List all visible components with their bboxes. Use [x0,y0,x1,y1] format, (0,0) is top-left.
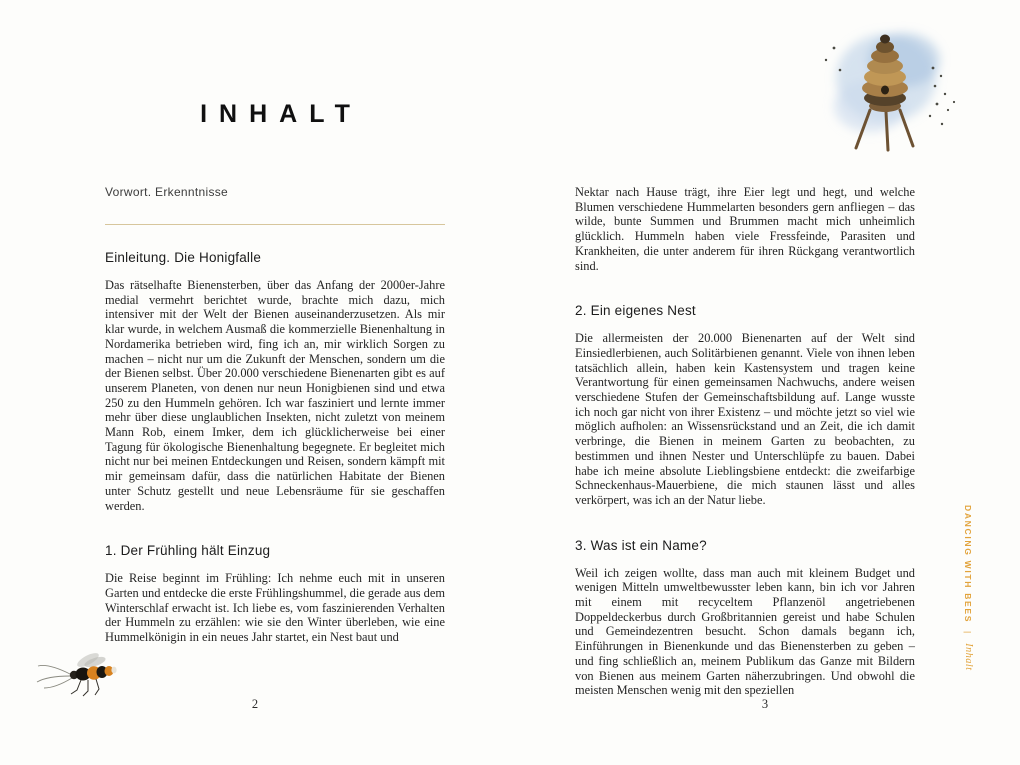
divider-rule [105,224,445,225]
section-heading-einleitung: Einleitung. Die Honigfalle [105,250,262,265]
bee-illustration [36,644,154,706]
section-body-fruehling: Die Reise beginnt im Frühling: Ich nehme euch mit in unseren Garten und entdecke die erste Frühlingshummel, die gerade aus dem Winterschlaf erwacht ist. Ich liebe es, vom faszinierenden Verhalten der Hummeln zu erzählen: wie sie den Winter überleben, wie eine Hummelkönigin in ein neues Jahr startet, ein Nest baut und [105,571,445,645]
section-heading-fruehling: 1. Der Frühling hält Einzug [105,543,271,559]
running-header-vertical [963,505,974,671]
bee-icon [36,644,151,704]
page-number-right: 3 [761,697,769,711]
beehive-skep-illustration [806,18,976,160]
page-number-left: 2 [251,697,259,711]
section-heading-name: 3. Was ist ein Name? [575,537,707,553]
running-header-book-title: DANCING WITH BEES [963,505,973,624]
section-body-einleitung: Das rätselhafte Bienensterben, über das Anfang der 2000er-Jahre medial vermehrt berichtet wurde, brachte mich dazu, mich intensiver mit der Welt der Bienen auseinanderzusetzen. Als mir klar wurde, in welchem Ausmaß die kommerzielle Bienenhaltung in Nordamerika betrieben wird, fing ich an, mir wirklich Sorgen zu machen – nicht nur um die Zukunft der Menschen, sondern um die der Bienen selbst. Über 20.000 verschiedene Bienenarten gibt es auf unserem Planeten, von denen nur neun Honigbienen sind und etwa 250 zu den Hummeln gehören. Ich war fasziniert und lernte immer mehr über diese unglaublichen Insekten, nicht zuletzt von meinem Mann Rob, einem Imker, dem ich glücklicherweise bei einer Tagung für ökologische Bienenhaltung begegnete. Er begleitet mich nicht nur bei meinen Entdeckungen und Reisen, sondern kämpft mit mir gemeinsam dafür, dass die natürlichen Habitate der Bienen unter Schutz gestellt und neue Lebensräume für sie geschaffen werden. [105,278,445,513]
section-body-name: Weil ich zeigen wollte, dass man auch mit kleinem Budget und wenigen Mitteln umweltbewusster leben kann, bin ich vor Jahren mit einem mit recyceltem Pflanzenöl angetriebenen Doppeldeckerbus durch Großbritannien gereist und habe Schulen und Gemeindezentren besucht. Schon damals begann ich, Einführungen in Bienenkunde und das Bienensterben zu geben – und fing schließlich an, meinem Publikum das Ganze mit Bildern von Bienen aus meinem Garten näherzubringen. Und obwohl die meisten Menschen wenig mit den speziellen [575,565,915,698]
section-body-nest: Die allermeisten der 20.000 Bienenarten auf der Welt sind Einsiedlerbienen, auch Solitärbienen genannt. Viele von ihnen leben tatsächlich allein, haben kein Kastensystem und tragen keine Verantwortung für einen gemeinsamen Nachwuchs, andere weisen verschiedene Stufen der Gemeinschaftsbildung auf. Lange wusste ich noch gar nicht von ihrer Existenz – und möchte jetzt so viel wie möglich aufholen: an Wissensrückstand und an Zeit, die ich damit verbringe, die Bienen in meinem Garten zu beobachten, zu bestimmen und ihnen Nester und Unterschlüpfe zu bauen. Dabei habe ich meine absolute Lieblingsbiene entdeckt: die zweifarbige Schneckenhaus-Mauerbiene, die mich staunen lässt und alles verkörpert, was ich an der Natur liebe. [575,331,915,507]
chapter-title: INHALT [200,100,362,128]
continuation-body: Nektar nach Hause trägt, ihre Eier legt und hegt, und welche Blumen verschiedene Hummelarten besonders gern anfliegen – das wilde, bunte Summen und Brummen macht mich unheimlich glücklich. Hummeln haben viele Fressfeinde, Parasiten und Krankheiten, die unter anderem für ihren Rückgang verantwortlich sind. [575,185,915,273]
section-heading-nest: 2. Ein eigenes Nest [575,303,696,319]
toc-entry-vorwort: Vorwort. Erkenntnisse [105,185,229,199]
running-header-separator: | [963,631,973,636]
running-header-chapter: Inhalt [963,643,974,671]
beehive-skep-icon [806,18,976,160]
page-left-column [105,0,445,645]
